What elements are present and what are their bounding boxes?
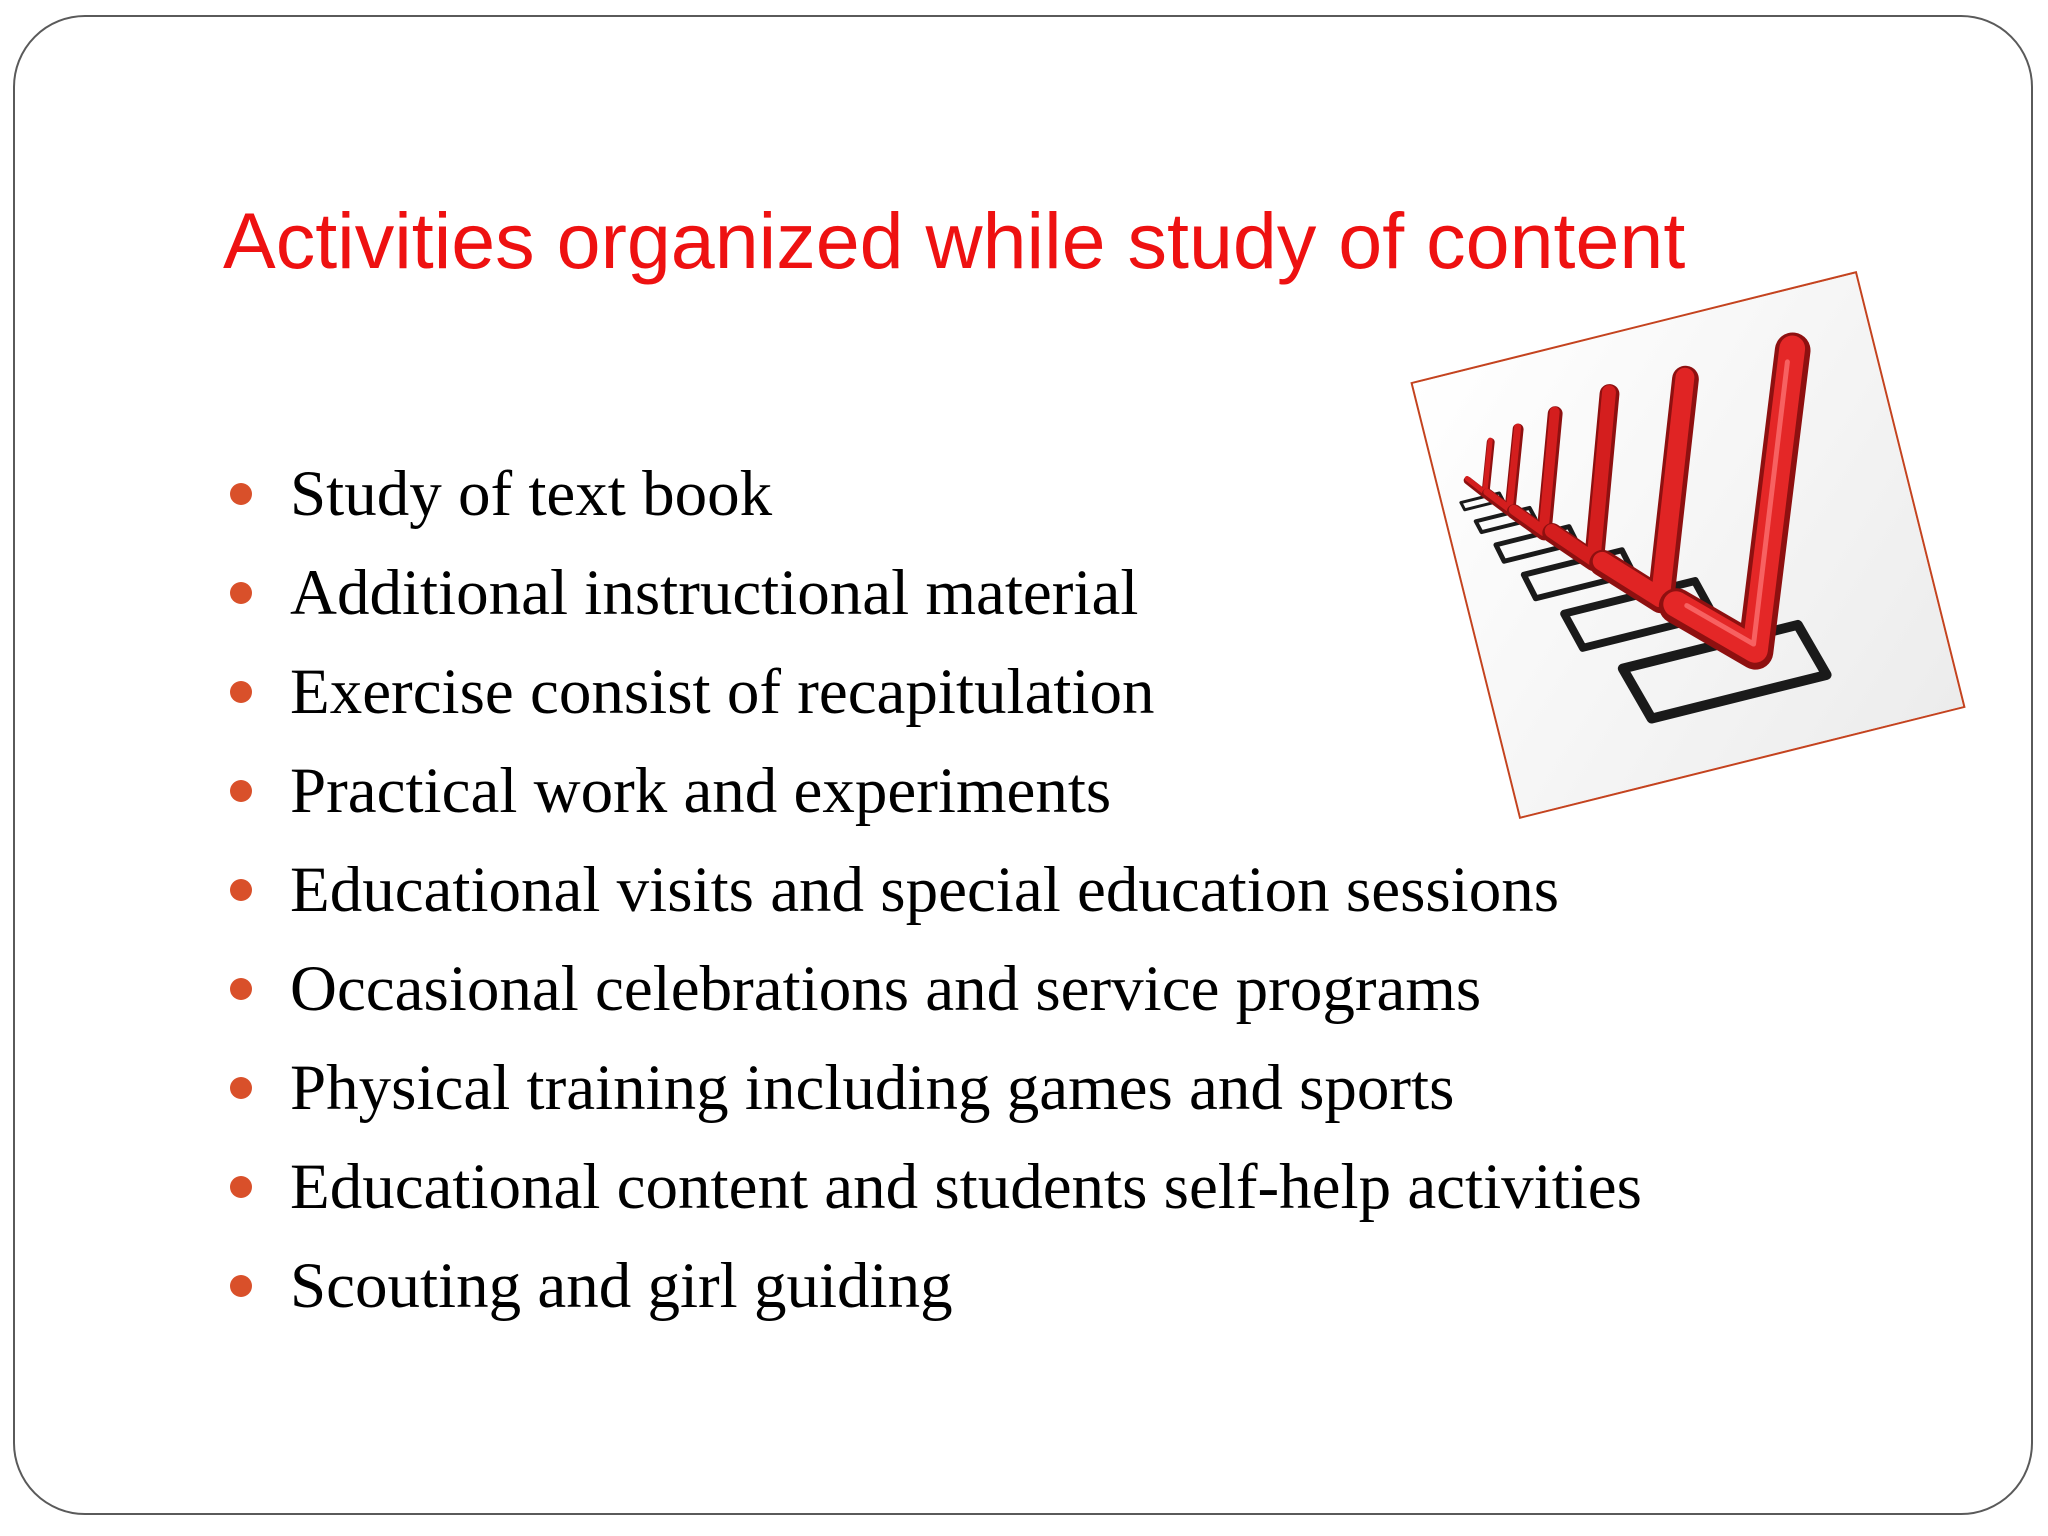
bullet-text: Exercise consist of recapitulation xyxy=(290,656,1155,728)
bullet-dot-icon xyxy=(230,1275,252,1297)
slide-title: Activities organized while study of content xyxy=(223,196,1686,285)
bullet-text: Educational visits and special education sessions xyxy=(290,854,1560,926)
bullet-item xyxy=(228,1039,1642,1138)
bullet-dot-icon xyxy=(230,582,252,604)
bullet-dot-icon xyxy=(230,1176,252,1198)
bullet-item xyxy=(228,1237,1642,1336)
bullet-text: Study of text book xyxy=(290,458,773,530)
bullet-list xyxy=(228,445,1642,1336)
bullet-text: Physical training including games and sports xyxy=(290,1052,1455,1124)
bullet-dot-icon xyxy=(230,879,252,901)
bullet-text: Practical work and experiments xyxy=(290,755,1112,827)
bullet-text: Educational content and students self-help activities xyxy=(290,1151,1642,1223)
bullet-dot-icon xyxy=(230,1077,252,1099)
bullet-dot-icon xyxy=(230,780,252,802)
bullet-dot-icon xyxy=(230,681,252,703)
bullet-text: Occasional celebrations and service programs xyxy=(290,953,1482,1025)
bullet-item xyxy=(228,643,1642,742)
bullet-item xyxy=(228,940,1642,1039)
bullet-item xyxy=(228,544,1642,643)
bullet-item xyxy=(228,841,1642,940)
bullet-item xyxy=(228,742,1642,841)
bullet-text: Scouting and girl guiding xyxy=(290,1250,953,1322)
bullet-dot-icon xyxy=(230,483,252,505)
bullet-item xyxy=(228,1138,1642,1237)
bullet-text: Additional instructional material xyxy=(290,557,1139,629)
bullet-dot-icon xyxy=(230,978,252,1000)
